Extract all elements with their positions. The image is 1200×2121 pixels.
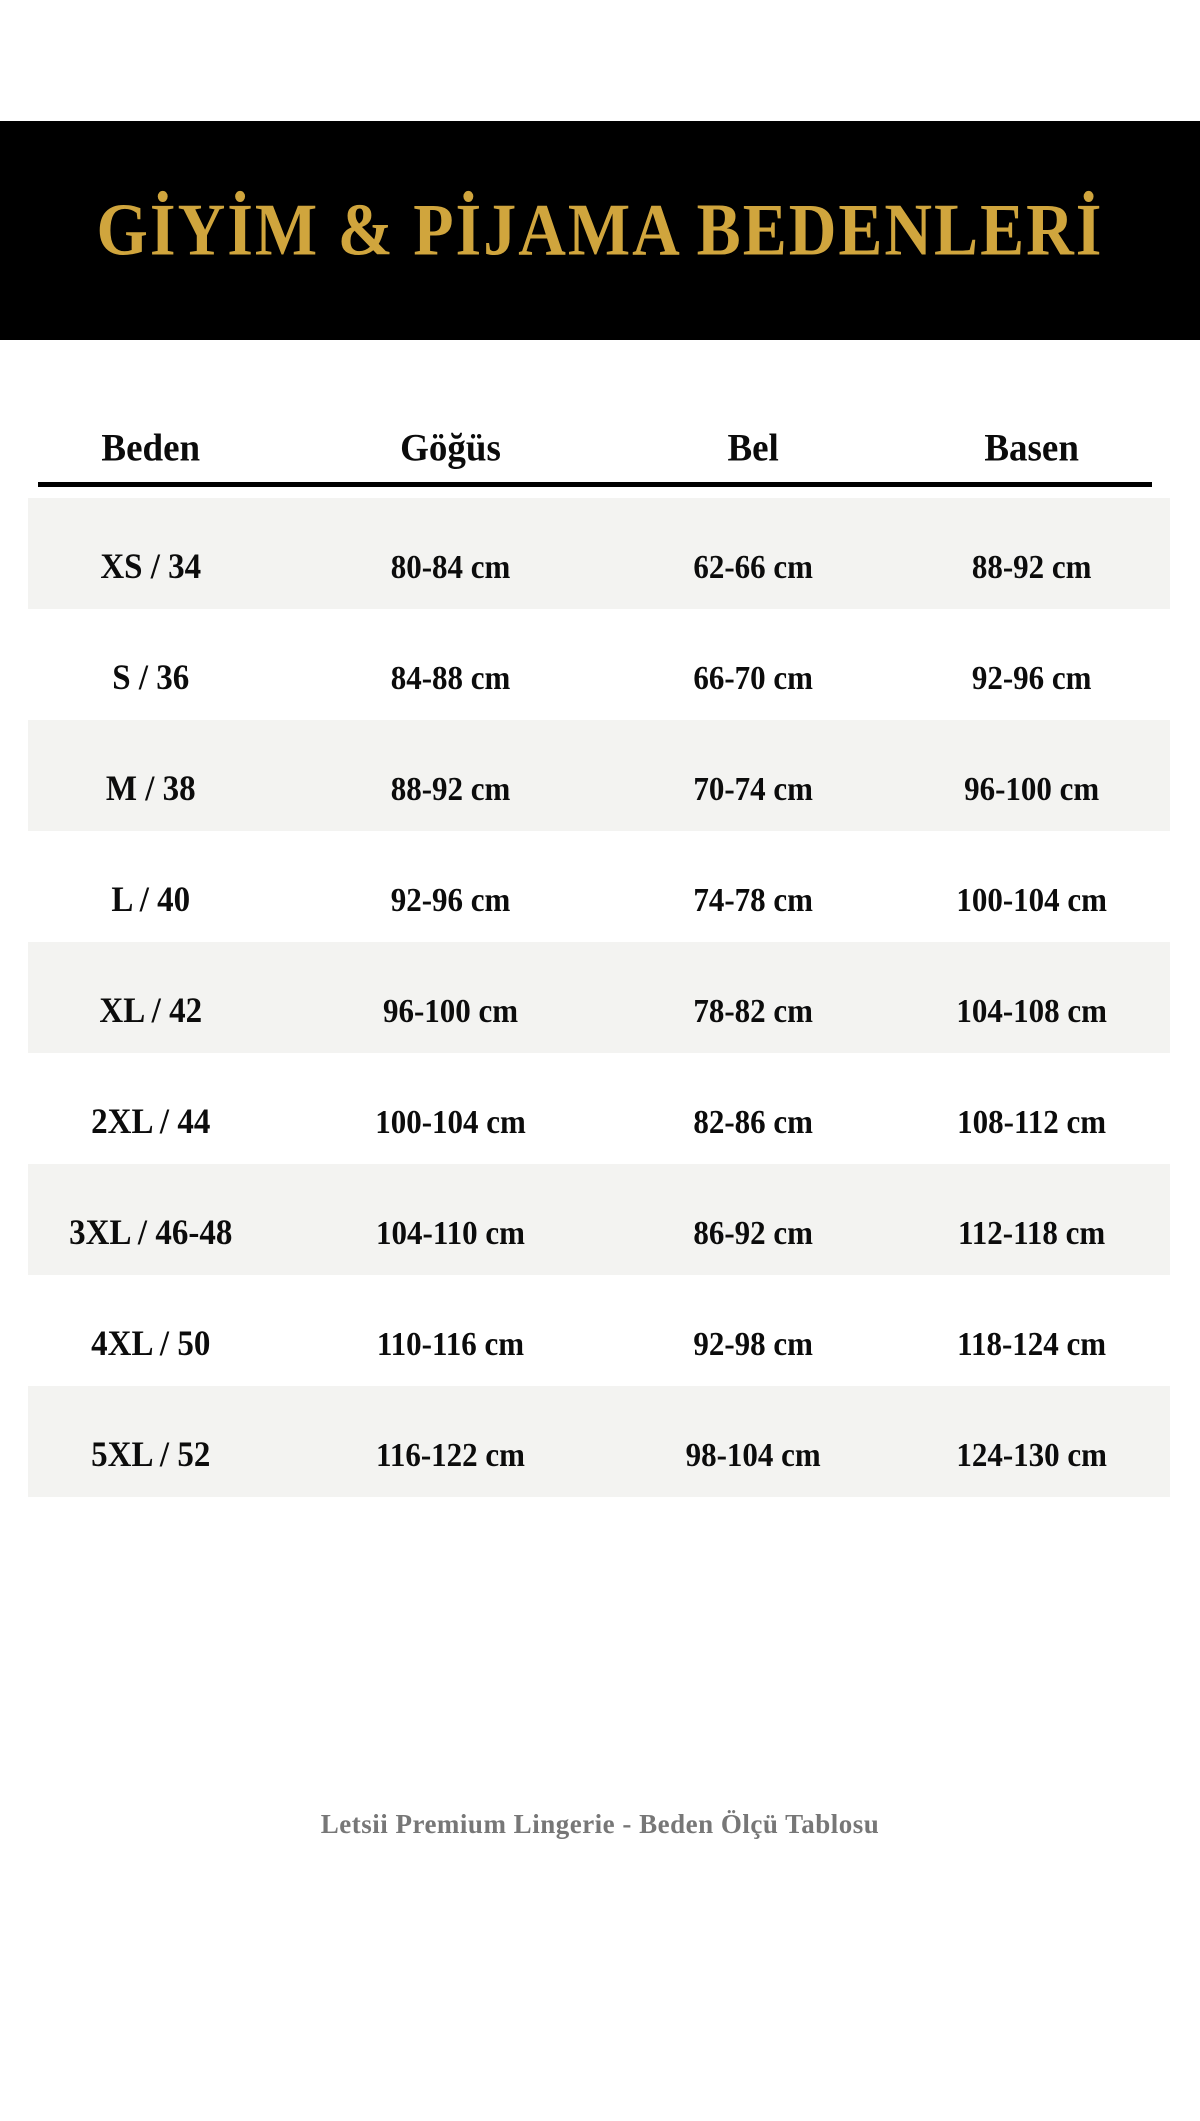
hips-cell: 118-124 cm <box>957 1324 1107 1363</box>
hips-cell: 96-100 cm <box>964 769 1100 808</box>
waist-cell: 74-78 cm <box>693 880 813 919</box>
waist-cell: 78-82 cm <box>693 991 813 1030</box>
size-table <box>28 428 1170 1497</box>
table-row <box>28 609 1170 720</box>
header-divider <box>38 482 1152 487</box>
title-banner <box>0 121 1200 340</box>
hips-cell: 88-92 cm <box>971 547 1092 586</box>
chest-cell: 100-104 cm <box>375 1102 526 1141</box>
chest-cell: 116-122 cm <box>376 1435 525 1474</box>
chest-cell: 92-96 cm <box>390 880 511 919</box>
chest-cell: 96-100 cm <box>382 991 519 1030</box>
footer-caption: Letsii Premium Lingerie - Beden Ölçü Tablosu <box>320 1809 880 1839</box>
waist-cell: 62-66 cm <box>693 547 813 586</box>
size-cell: 2XL / 44 <box>91 1102 211 1141</box>
waist-cell: 70-74 cm <box>693 769 813 808</box>
size-cell: 4XL / 50 <box>91 1324 211 1363</box>
waist-cell: 66-70 cm <box>693 658 813 697</box>
table-row <box>28 1386 1170 1497</box>
page-title: GİYİM & PİJAMA BEDENLERİ <box>96 189 1104 271</box>
hips-cell: 124-130 cm <box>956 1435 1107 1474</box>
table-row <box>28 831 1170 942</box>
waist-cell: 86-92 cm <box>693 1213 813 1252</box>
waist-cell: 98-104 cm <box>685 1435 821 1474</box>
size-cell: S / 36 <box>112 658 190 697</box>
waist-cell: 82-86 cm <box>693 1102 813 1141</box>
size-cell: 3XL / 46-48 <box>69 1213 233 1252</box>
chest-cell: 84-88 cm <box>390 658 511 697</box>
column-header-basen: Basen <box>984 426 1079 470</box>
chest-cell: 104-110 cm <box>376 1213 525 1252</box>
chest-cell: 110-116 cm <box>376 1324 525 1363</box>
table-row <box>28 720 1170 831</box>
table-row <box>28 942 1170 1053</box>
chest-cell: 88-92 cm <box>390 769 511 808</box>
hips-cell: 104-108 cm <box>956 991 1107 1030</box>
hips-cell: 112-118 cm <box>958 1213 1106 1252</box>
hips-cell: 92-96 cm <box>971 658 1092 697</box>
waist-cell: 92-98 cm <box>693 1324 813 1363</box>
size-cell: XS / 34 <box>100 547 202 586</box>
table-row <box>28 498 1170 609</box>
column-header-bel: Bel <box>727 426 779 470</box>
table-header-row <box>28 428 1170 470</box>
size-cell: M / 38 <box>105 769 196 808</box>
size-cell: XL / 42 <box>99 991 203 1030</box>
table-row <box>28 1275 1170 1386</box>
column-header-beden: Beden <box>101 426 201 470</box>
table-row <box>28 1164 1170 1275</box>
size-cell: 5XL / 52 <box>91 1435 211 1474</box>
table-row <box>28 1053 1170 1164</box>
hips-cell: 108-112 cm <box>957 1102 1107 1141</box>
size-cell: L / 40 <box>111 880 191 919</box>
table-body <box>28 498 1170 1497</box>
chest-cell: 80-84 cm <box>390 547 511 586</box>
column-header-gogus: Göğüs <box>400 426 501 470</box>
hips-cell: 100-104 cm <box>956 880 1107 919</box>
